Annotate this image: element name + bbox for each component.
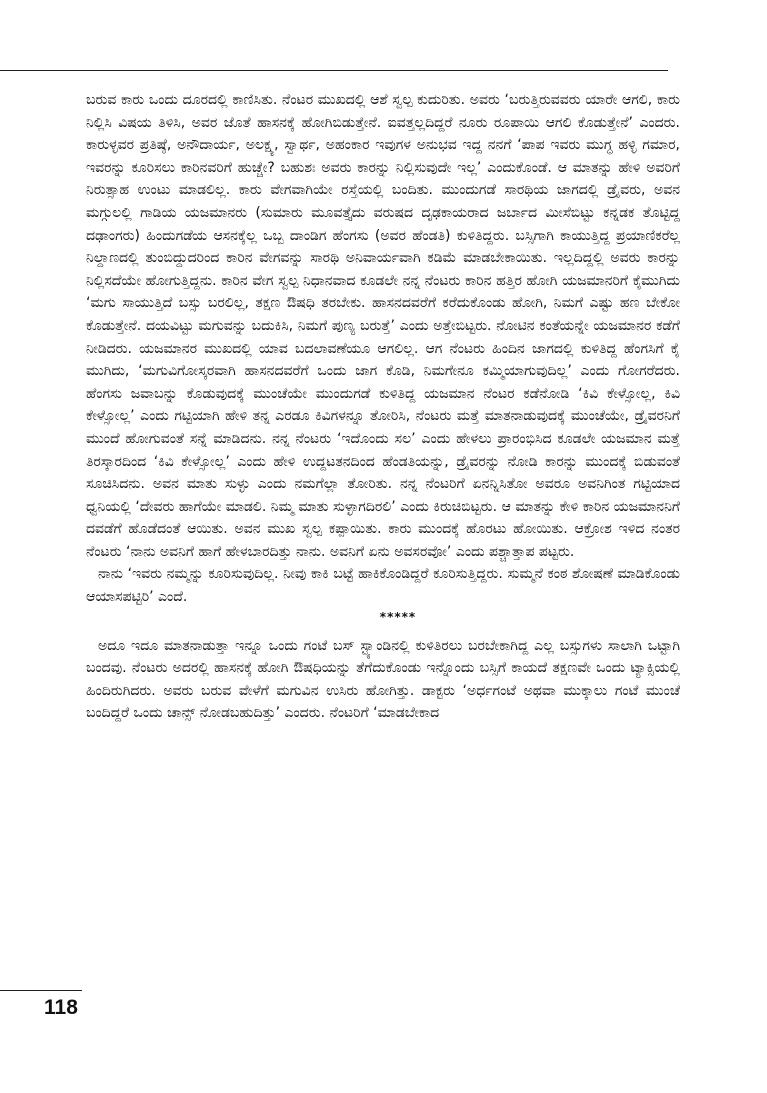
top-rule — [0, 70, 668, 71]
section-separator: ***** — [379, 609, 417, 624]
paragraph-3: ಅದೂ ಇದೂ ಮಾತನಾಡುತ್ತಾ ಇನ್ನೂ ಒಂದು ಗಂಟೆ ಬಸ್ ಸ್ಟ್ಯಾಂಡಿನಲ್ಲಿ ಕುಳಿತಿರಲು ಬರಬೇಕಾಗಿದ್ದ ಎಲ್ಲ ಬಸ್ಸುಗಳು ಸಾಲಾಗಿ ಒಟ್ಟಾಗಿ ಬಂದವು. ನೆಂಟರು ಅದರಲ್ಲಿ ಹಾಸನಕ್ಕೆ ಹೋಗಿ ಔಷಧಿಯನ್ನು ತೆಗೆದುಕೊಂಡು ಇನ್ನೊಂದು ಬಸ್ಸಿಗೆ ಕಾಯದೆ ತಕ್ಷಣವೇ ಒಂದು ಟ್ಯಾಕ್ಸಿಯಲ್ಲಿ ಹಿಂದಿರುಗಿದರು. ಅವರು ಬರುವ ವೇಳೆಗೆ ಮಗುವಿನ ಉಸಿರು ಹೋಗಿತ್ತು. ಡಾಕ್ಟರು ‘ಅರ್ಧಗಂಟೆ ಅಥವಾ ಮುಕ್ಕಾಲು ಗಂಟೆ ಮುಂಚೆ ಬಂದಿದ್ದರೆ ಒಂದು ಚಾನ್ಸ್ ನೋಡಬಹುದಿತ್ತು’ ಎಂದರು. ನೆಂಟರಿಗೆ ‘ಮಾಡಬೇಕಾದ — [86, 637, 680, 722]
paragraph-2: ನಾನು ‘ಇವರು ನಮ್ಮನ್ನು ಕೂರಿಸುವುದಿಲ್ಲ. ನೀವು ಕಾಕಿ ಬಟ್ಟೆ ಹಾಕಿಕೊಂಡಿದ್ದರೆ ಕೂರಿಸುತ್ತಿದ್ದರು. ಸುಮ್ಮನೆ ಕಂಠ ಶೋಷಣೆ ಮಾಡಿಕೊಂಡು ಆಯಾಸಪಟ್ಟಿರಿ’ ಎಂದೆ. — [86, 566, 680, 606]
paragraph-1: ಬರುವ ಕಾರು ಒಂದು ದೂರದಲ್ಲಿ ಕಾಣಿಸಿತು. ನೆಂಟರ ಮುಖದಲ್ಲಿ ಆಶೆ ಸ್ವಲ್ಪ ಕುದುರಿತು. ಅವರು ‘ಬರುತ್ತಿರುವವರು ಯಾರೇ ಆಗಲಿ, ಕಾರು ನಿಲ್ಲಿಸಿ ವಿಷಯ ತಿಳಿಸಿ, ಅವರ ಜೊತೆ ಹಾಸನಕ್ಕೆ ಹೋಗಿಬಿಡುತ್ತೇನೆ. ಐವತ್ತಲ್ಲದಿದ್ದರೆ ನೂರು ರೂಪಾಯಿ ಆಗಲಿ ಕೊಡುತ್ತೇನೆ’ ಎಂದರು. ಕಾರುಳ್ಳವರ ಪ್ರತಿಷ್ಠೆ, ಅನೌದಾರ್ಯ, ಅಲಕ್ಷ್ಯ, ಸ್ವಾರ್ಥ, ಅಹಂಕಾರ ಇವುಗಳ ಅನುಭವ ಇದ್ದ ನನಗೆ ‘ಪಾಪ ಇವರು ಮುಗ್ಧ ಹಳ್ಳಿ ಗಮಾರ, ಇವರನ್ನು ಕೂರಿಸಲು ಕಾರಿನವರಿಗೆ ಹುಚ್ಚೇ? ಬಹುಶಃ ಅವರು ಕಾರನ್ನು ನಿಲ್ಲಿಸುವುದೇ ಇಲ್ಲ’ ಎಂದುಕೊಂಡೆ. ಆ ಮಾತನ್ನು ಹೇಳಿ ಅವರಿಗೆ ನಿರುತ್ಸಾಹ ಉಂಟು ಮಾಡಲಿಲ್ಲ. ಕಾರು ವೇಗವಾಗಿಯೇ ರಸ್ತೆಯಲ್ಲಿ ಬಂದಿತು. ಮುಂದುಗಡೆ ಸಾರಥಿಯ ಜಾಗದಲ್ಲಿ ಡ್ರೈವರು, ಅವನ ಮಗ್ಗುಲಲ್ಲಿ ಗಾಡಿಯ ಯಜಮಾನರು (ಸುಮಾರು ಮೂವತ್ತೈದು ವರುಷದ ದೃಢಕಾಯರಾದ ಜರ್ಬಾದ ಮೀಸೆಬಿಟ್ಟು ಕನ್ನಡಕ ತೊಟ್ಟಿದ್ದ ದಢಾಂಗರು) ಹಿಂದುಗಡೆಯ ಆಸನಕ್ಕೆಲ್ಲ ಒಬ್ಬ ದಾಂಡಿಗ ಹೆಂಗಸು (ಅವರ ಹೆಂಡತಿ) ಕುಳಿತಿದ್ದರು. ಬಸ್ಸಿಗಾಗಿ ಕಾಯುತ್ತಿದ್ದ ಪ್ರಯಾಣಿಕರೆಲ್ಲ ನಿಲ್ದಾಣದಲ್ಲಿ ತುಂಬಿದ್ದುದರಿಂದ ಕಾರಿನ ವೇಗವನ್ನು ಸಾರಥಿ ಅನಿವಾರ್ಯವಾಗಿ ಕಡಿಮೆ ಮಾಡಬೇಕಾಯಿತು. ಇಲ್ಲದಿದ್ದಲ್ಲಿ ಅವರು ಕಾರನ್ನು ನಿಲ್ಲಿಸದೆಯೇ ಹೋಗುತ್ತಿದ್ದನು. ಕಾರಿನ ವೇಗ ಸ್ವಲ್ಪ ನಿಧಾನವಾದ ಕೂಡಲೇ ನನ್ನ ನೆಂಟರು ಕಾರಿನ ಹತ್ತಿರ ಹೋಗಿ ಯಜಮಾನರಿಗೆ ಕೈಮುಗಿದು ‘ಮಗು ಸಾಯುತ್ತಿದೆ ಬಸ್ಸು ಬರಲಿಲ್ಲ, ತಕ್ಷಣ ಔಷಧಿ ತರಬೇಕು. ಹಾಸನದವರೆಗೆ ಕರೆದುಕೊಂಡು ಹೋಗಿ, ನಿಮಗೆ ಎಷ್ಟು ಹಣ ಬೇಕೋ ಕೊಡುತ್ತೇನೆ. ದಯವಿಟ್ಟು ಮಗುವನ್ನು ಬದುಕಿಸಿ, ನಿಮಗೆ ಪುಣ್ಯ ಬರುತ್ತೆ’ ಎಂದು ಅತ್ತೇಬಿಟ್ಟರು. ನೋಟಿನ ಕಂತೆಯನ್ನೇ ಯಜಮಾನರ ಕಡೆಗೆ ನೀಡಿದರು. ಯಜಮಾನರ ಮುಖದಲ್ಲಿ ಯಾವ ಬದಲಾವಣೆಯೂ ಆಗಲಿಲ್ಲ. ಆಗ ನೆಂಟರು ಹಿಂದಿನ ಜಾಗದಲ್ಲಿ ಕುಳಿತಿದ್ದ ಹೆಂಗಸಿಗೆ ಕೈ ಮುಗಿದು, ‘ಮಗುವಿಗೋಸ್ಕರವಾಗಿ ಹಾಸನದವರೆಗೆ ಒಂದು ಜಾಗ ಕೊಡಿ, ನಿಮಗೇನೂ ಕಮ್ಮಿಯಾಗುವುದಿಲ್ಲ’ ಎಂದು ಗೋಗರೆದರು. ಹೆಂಗಸು ಜವಾಬನ್ನು ಕೊಡುವುದಕ್ಕೆ ಮುಂಚೆಯೇ ಮುಂದುಗಡೆ ಕುಳಿತಿದ್ದ ಯಜಮಾನ ನೆಂಟರ ಕಡೆನೋಡಿ ‘ಕಿವಿ ಕೇಳ್ಸೋಲ್ಲ, ಕಿವಿ ಕೇಳ್ಸೋಲ್ಲ’ ಎಂದು ಗಟ್ಟಿಯಾಗಿ ಹೇಳಿ ತನ್ನ ಎರಡೂ ಕಿವಿಗಳನ್ನೂ ತೋರಿಸಿ, ನೆಂಟರು ಮತ್ತೆ ಮಾತನಾಡುವುದಕ್ಕೆ ಮುಂಚೆಯೇ, ಡ್ರೈವರನಿಗೆ ಮುಂದೆ ಹೋಗುವಂತೆ ಸನ್ನೆ ಮಾಡಿದನು. ನನ್ನ ನೆಂಟರು ‘ಇದೊಂದು ಸಲ’ ಎಂದು ಹೇಳಲು ಪ್ರಾರಂಭಿಸಿದ ಕೂಡಲೇ ಯಜಮಾನ ಮತ್ತೆ ತಿರಸ್ಕಾರದಿಂದ ‘ಕಿವಿ ಕೇಳ್ಸೋಲ್ಲ’ ಎಂದು ಹೇಳಿ ಉದ್ದಟತನದಿಂದ ಹೆಂಡತಿಯನ್ನು, ಡ್ರೈವರನ್ನು ನೋಡಿ ಕಾರನ್ನು ಮುಂದಕ್ಕೆ ಬಿಡುವಂತೆ ಸೂಚಿಸಿದನು. ಅವನ ಮಾತು ಸುಳ್ಳು ಎಂದು ನಮಗೆಲ್ಲಾ ತೋರಿತು. ನನ್ನ ನೆಂಟರಿಗೆ ಏನನ್ನಿಸಿತೋ ಅವರೂ ಅವನಿಗಿಂತ ಗಟ್ಟಿಯಾದ ಧ್ವನಿಯಲ್ಲಿ ‘ದೇವರು ಹಾಗೆಯೇ ಮಾಡಲಿ. ನಿಮ್ಮ ಮಾತು ಸುಳ್ಳಾಗದಿರಲಿ’ ಎಂದು ಕಿರುಚಿಬಿಟ್ಟರು. ಆ ಮಾತನ್ನು ಕೇಳಿ ಕಾರಿನ ಯಜಮಾನನಿಗೆ ದವಡೆಗೆ ಹೊಡೆದಂತೆ ಆಯಿತು. ಅವನ ಮುಖ ಸ್ವಲ್ಪ ಕಪ್ಪಾಯಿತು. ಕಾರು ಮುಂದಕ್ಕೆ ಹೊರಟು ಹೋಯಿತು. ಆಕ್ರೋಶ ಇಳಿದ ನಂತರ ನೆಂಟರು ‘ನಾನು ಅವನಿಗೆ ಹಾಗೆ ಹೇಳಬಾರದಿತ್ತು ನಾನು. ಅವನಿಗೆ ಏನು ಅವಸರವೋ’ ಎಂದು ಪಶ್ಚಾತ್ತಾಪ ಪಟ್ಟರು. — [86, 92, 680, 560]
footer-rule — [0, 990, 82, 991]
page-number: 118 — [44, 996, 78, 1019]
body-text — [86, 89, 680, 989]
